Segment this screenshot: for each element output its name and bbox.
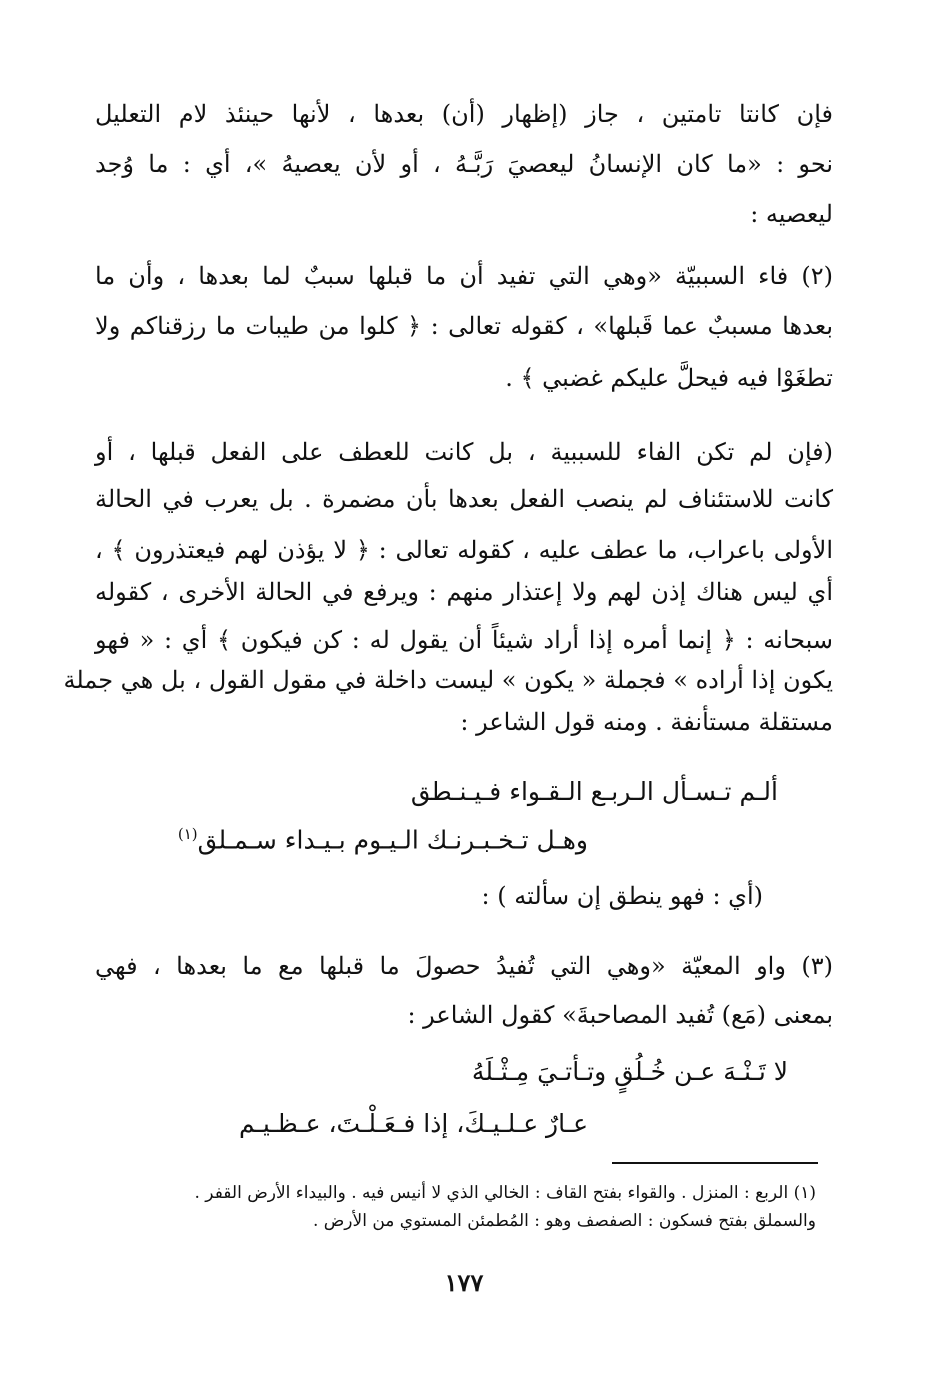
paragraph3-line6: يكون إذا أراده » فجملة « يكون » ليست داخلة في مقول القول ، بل هي جملة bbox=[63, 666, 833, 694]
paragraph1-line2: نحو : «ما كان الإنسانُ ليعصيَ رَبَّـهُ ، أو لأن يعصيهُ »، أي : ما وُجد bbox=[95, 150, 833, 178]
paragraph3-line4: أي ليس هناك إذن لهم ولا إعتذار منهم : ويرفع في الحالة الأخرى ، كقوله bbox=[95, 578, 833, 606]
paragraph4: (أي : فهو ينطق إن سألته ) : bbox=[481, 882, 763, 910]
paragraph3-line3: الأولى باعراب، ما عطف عليه ، كقوله تعالى : ﴿ لا يؤذن لهم فيعتذرون ﴾ ، bbox=[95, 536, 834, 564]
paragraph5-line2: بمعنى (مَع) تُفيد المصاحبةَ» كقول الشاعر : bbox=[407, 1001, 833, 1029]
footnote-line2: والسملق بفتح فسكون : الصفصف وهو : المُطمئن المستوي من الأرض . bbox=[312, 1211, 816, 1231]
footnote-line1: (١) الربع : المنزل . والقواء بفتح القاف : الخالي الذي لا أنيس فيه . والبيداء الأرض القفر . bbox=[194, 1183, 816, 1203]
paragraph2-line1: (٢) فاء السببيّة «وهي التي تفيد أن ما قبلها سببٌ لما بعدها ، وأن ما bbox=[95, 262, 834, 290]
paragraph3-line5: سبحانه : ﴿ إنما أمره إذا أراد شيئاً أن يقول له : كن فيكون ﴾ أي : « فهو bbox=[95, 626, 833, 654]
paragraph2-line2: بعدها مسببٌ عما قَبلها» ، كقوله تعالى : ﴿ كلوا من طيبات ما رزقناكم ولا bbox=[95, 312, 833, 340]
paragraph5-line1: (٣) واو المعيّة «وهي التي تُفيدُ حصولَ ما قبلها مع ما بعدها ، فهي bbox=[95, 952, 833, 980]
paragraph1-line3: ليعصيه : bbox=[750, 200, 833, 228]
poem1-verse1: ألـم تـسـأل الـربـع الـقـواء فـيـنـطق bbox=[410, 777, 778, 806]
paragraph3-line1: (فإن لم تكن الفاء للسببية ، بل كانت للعطف على الفعل قبلها ، أو bbox=[95, 438, 833, 466]
footnote-divider bbox=[612, 1162, 818, 1164]
page-number: ١٧٧ bbox=[444, 1268, 484, 1297]
paragraph3-line2: كانت للاستئناف لم ينصب الفعل بعدها بأن مضمرة . بل يعرب في الحالة bbox=[95, 485, 833, 513]
poem1-verse2 bbox=[178, 814, 588, 860]
paragraph3-line7: مستقلة مستأنفة . ومنه قول الشاعر : bbox=[460, 708, 833, 736]
paragraph1-line1: فإن كانتا تامتين ، جاز (إظهار (أن) بعدها ، لأنها حينئذ لام التعليل bbox=[95, 100, 833, 128]
footnote-ref: (١) bbox=[177, 825, 198, 843]
poem2-verse1: لا تَـنْـهَ عـن خُـلُقٍ وتـأتـيَ مِـثْـلَهُ bbox=[471, 1057, 788, 1086]
paragraph2-line3: تطغَوْا فيه فيحلَّ عليكم غضبي ﴾ . bbox=[505, 364, 833, 392]
poem2-verse2: عـارٌ عـلـيـكَ، إذا فـعَـلْـتَ، عـظـيـم bbox=[238, 1109, 588, 1138]
poem1-verse2-text: وهـل تـخـبـرنـك الـيـوم بـيـداء سـمـلق bbox=[197, 825, 588, 855]
